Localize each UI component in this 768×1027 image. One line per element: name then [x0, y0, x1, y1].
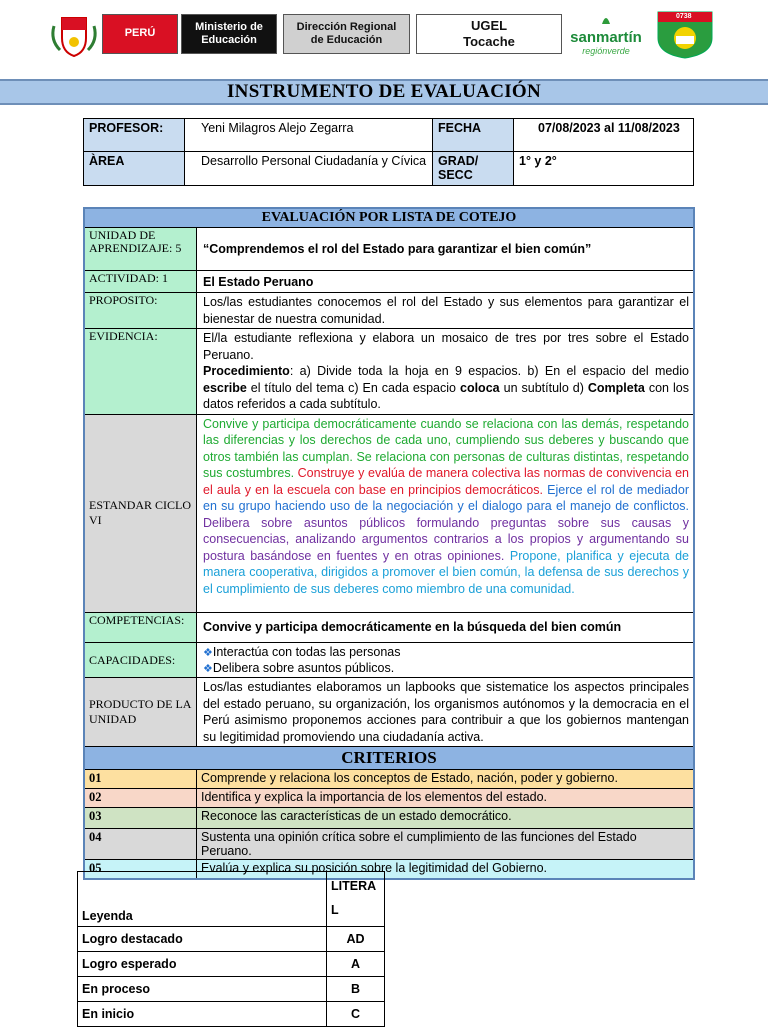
- legend-header-literal: [327, 872, 385, 927]
- diamond-bullet-icon: ❖: [203, 662, 213, 675]
- criterio-number: 01: [84, 770, 197, 789]
- school-badge-number: 0738: [676, 13, 692, 20]
- criterio-row: [84, 808, 694, 829]
- legend-label: En inicio: [78, 1001, 327, 1026]
- unidad-value: “Comprendemos el rol del Estado para garantizar el bien común”: [197, 228, 695, 271]
- criterios-heading: CRITERIOS: [84, 747, 694, 770]
- proc-completa: Completa: [587, 380, 645, 395]
- legend-row: [78, 1001, 385, 1026]
- evidencia-label: EVIDENCIA:: [84, 329, 197, 415]
- criterio-text: Reconoce las características de un estado democrático.: [197, 808, 695, 829]
- legend-value: AD: [327, 926, 385, 951]
- capacidad-item: [203, 660, 689, 676]
- legend-row: [78, 976, 385, 1001]
- peru-coat-of-arms-logo: [48, 12, 100, 58]
- capacidad-item: [203, 644, 689, 660]
- peru-label: PERÚ: [124, 27, 156, 40]
- ugel-tocache-label: Tocache: [463, 34, 515, 49]
- capacidad-text: Delibera sobre asuntos públicos.: [212, 660, 395, 675]
- estandar-value: [197, 414, 695, 612]
- competencia-value: Convive y participa democráticamente en la búsqueda del bien común: [197, 612, 695, 642]
- criterio-number: 04: [84, 829, 197, 860]
- competencia-label: COMPETENCIAS:: [84, 612, 197, 642]
- legend-value: A: [327, 951, 385, 976]
- capacidad-text: Interactúa con todas las personas: [212, 644, 401, 659]
- diamond-bullet-icon: ❖: [203, 646, 213, 659]
- criterio-number: 03: [84, 808, 197, 829]
- san-martin-logo: [566, 12, 646, 56]
- profesor-value: Yeni Milagros Alejo Zegarra: [185, 119, 433, 152]
- fecha-value: 07/08/2023 al 11/08/2023: [514, 119, 694, 152]
- area-value: Desarrollo Personal Ciudadanía y Cívica: [185, 152, 433, 186]
- ministerio-logo: [181, 14, 277, 54]
- region-verde-label: regiónverde: [582, 46, 630, 56]
- producto-value: Los/las estudiantes elaboramos un lapbooks que sistematice los aspectos principales del estado peruano, su organización, los organismos autónomos y la democracia en el Perú asimismo proponemos acciones para contribuir a que los gobiernos mantengan su legitimidad promoviendo una ciudadanía activa.: [197, 678, 695, 747]
- evidencia-intro: El/la estudiante reflexiona y elabora un mosaico de tres por tres sobre el Estado Peruano.: [203, 331, 689, 362]
- direccion-label: Dirección Regional de Educación: [296, 20, 397, 46]
- literal-label-line2: L: [331, 902, 339, 917]
- direccion-regional-logo: [283, 14, 410, 54]
- criterio-number: 05: [84, 860, 197, 879]
- criterio-text: Evalúa y explica su posición sobre la legitimidad del Gobierno.: [197, 860, 695, 879]
- proc-step-b: el título del tema c) En cada espacio: [246, 380, 460, 395]
- fecha-label: FECHA: [433, 119, 514, 152]
- procedimiento-label: Procedimiento: [203, 364, 290, 378]
- actividad-value: El Estado Peruano: [197, 271, 695, 293]
- capacidades-label: CAPACIDADES:: [84, 642, 197, 678]
- area-label: ÀREA: [84, 152, 185, 186]
- criterio-row: [84, 829, 694, 860]
- legend-label: Logro destacado: [78, 926, 327, 951]
- peru-logo: [102, 14, 178, 54]
- proc-step-d: con los datos referidos a cada subtítulo.: [203, 380, 689, 411]
- legend-value: B: [327, 976, 385, 1001]
- literal-label-line1: LITERA: [331, 879, 377, 893]
- estandar-label: ESTANDAR CICLO VI: [84, 414, 197, 612]
- estandar-cyan-text: Propone, planifica y ejecuta de manera cooperativa, dirigidos a promover el bien común, la defensa de sus derechos y el cumplimiento de sus deberes como miembro de una comunidad.: [203, 548, 689, 596]
- legend-value: C: [327, 1001, 385, 1026]
- legend-row: [78, 926, 385, 951]
- proc-step-c: un subtítulo d): [499, 380, 588, 395]
- legend-label: En proceso: [78, 976, 327, 1001]
- ugel-label: UGEL: [470, 18, 508, 34]
- estandar-blue-text: Ejerce el rol de mediador en su grupo haciendo uso de la negociación y el dialogo para el manejo de conflictos.: [203, 482, 689, 513]
- grad-value: 1° y 2°: [514, 152, 694, 186]
- proposito-label: PROPOSITO:: [84, 293, 197, 329]
- proposito-value: Los/las estudiantes conocemos el rol del Estado y sus elementos para garantizar el bienestar de nuestra comunidad.: [197, 293, 695, 329]
- san-martin-brand: sanmartín: [570, 29, 642, 46]
- legend-table: [77, 871, 385, 1027]
- estandar-green-text: Convive y participa democráticamente cuando se relaciona con las demás, respetando las diferencias y los derechos de cada uno, cumpliendo sus deberes y buscando que otros también las cumplan. Se relaciona con personas de culturas distintas, respetando sus costumbres.: [203, 416, 689, 480]
- info-table: [83, 118, 694, 186]
- document-title: INSTRUMENTO DE EVALUACIÓN: [0, 79, 768, 105]
- evaluation-heading: EVALUACIÓN POR LISTA DE COTEJO: [84, 208, 694, 228]
- legend-row: [78, 951, 385, 976]
- actividad-label: ACTIVIDAD: 1: [84, 271, 197, 293]
- criterio-row: [84, 770, 694, 789]
- criterio-text: Sustenta una opinión crítica sobre el cumplimiento de las funciones del Estado Peruano.: [197, 829, 695, 860]
- capacidades-list: [197, 642, 695, 678]
- criterio-text: Identifica y explica la importancia de los elementos del estado.: [197, 789, 695, 808]
- evidencia-value: [197, 329, 695, 415]
- criterio-number: 02: [84, 789, 197, 808]
- legend-header-label: Leyenda: [78, 872, 327, 927]
- unidad-label: UNIDAD DE APRENDIZAJE: 5: [84, 228, 197, 271]
- estandar-purple-text: Delibera sobre asuntos públicos formulando preguntas sobre sus causas y consecuencias, analizando argumentos contrarios a los propios y argumentando su postura basándose en fuentes y en otras opiniones.: [203, 515, 689, 563]
- proc-step-a: : a) Divide toda la hoja en 9 espacios. b) En el espacio del medio: [289, 364, 689, 378]
- criterio-row: [84, 789, 694, 808]
- profesor-label: PROFESOR:: [84, 119, 185, 152]
- ugel-logo: [416, 14, 562, 54]
- proc-escribe: escribe: [203, 380, 247, 395]
- producto-label: PRODUCTO DE LA UNIDAD: [84, 678, 197, 747]
- evaluation-table: [83, 207, 695, 880]
- legend-label: Logro esperado: [78, 951, 327, 976]
- grad-label: GRAD/ SECC: [433, 152, 514, 186]
- proc-coloca: coloca: [460, 380, 500, 395]
- school-emblem-logo: [654, 8, 716, 60]
- estandar-red-text: Construye y evalúa de manera colectiva las normas de convivencia en el aula y en la escuela con base en principios democráticos.: [203, 466, 689, 497]
- ministerio-label: Ministerio de Educación: [195, 20, 263, 46]
- criterio-text: Comprende y relaciona los conceptos de Estado, nación, poder y gobierno.: [197, 770, 695, 789]
